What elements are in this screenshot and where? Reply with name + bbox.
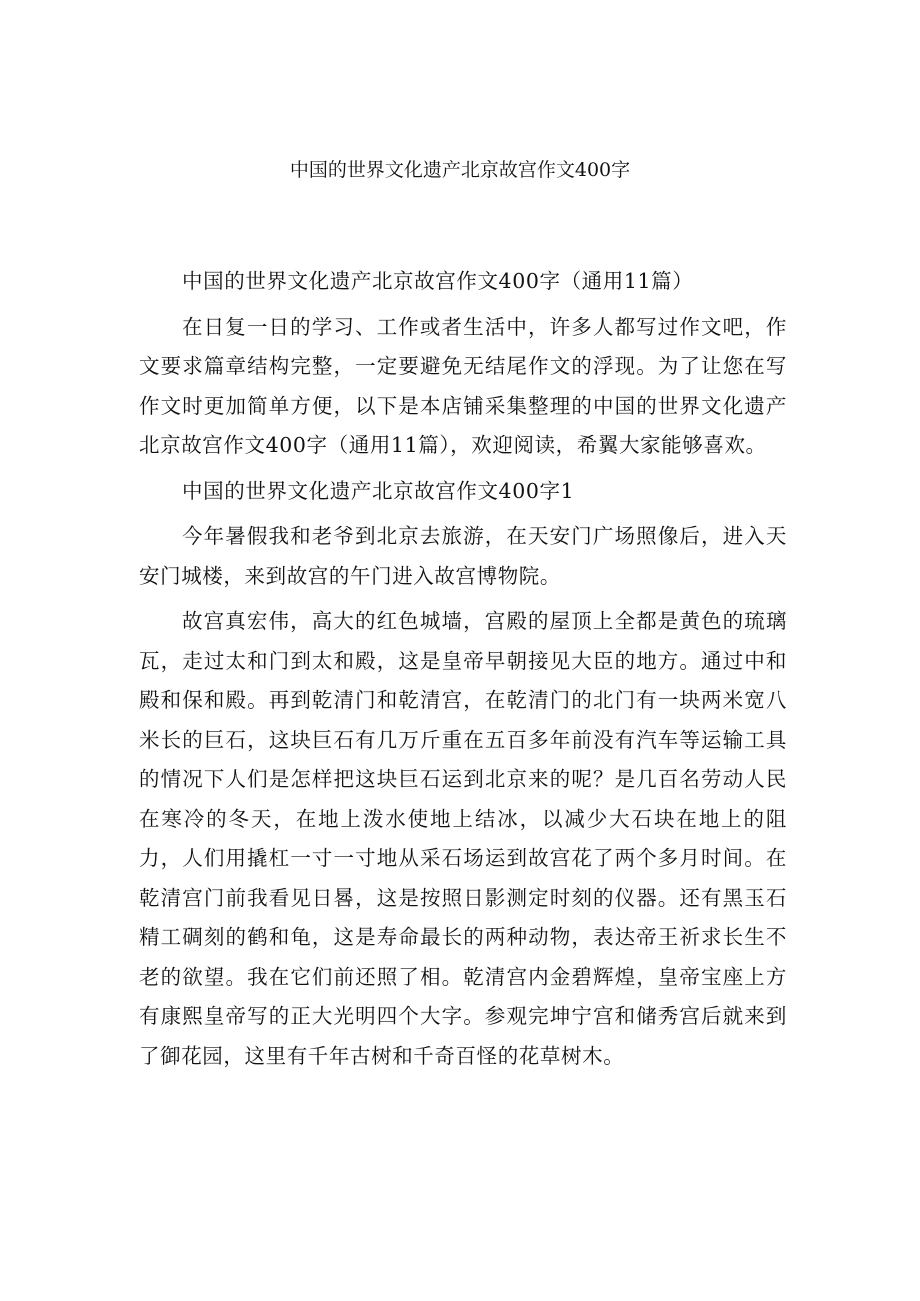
intro-paragraph: 在日复一日的学习、工作或者生活中，许多人都写过作文吧，作文要求篇章结构完整，一定要避免无结尾作文的浮现。为了让您在写作文时更加简单方便，以下是本店铺采集整理的中国的世界文化遗产北京故宫作文400字（通用11篇），欢迎阅读，希翼大家能够喜欢。 (139, 314, 787, 457)
subtitle-paragraph: 中国的世界文化遗产北京故宫作文400字（通用11篇） (182, 269, 694, 293)
section-heading: 中国的世界文化遗产北京故宫作文400字1 (182, 478, 575, 503)
body-paragraph: 今年暑假我和老爷到北京去旅游，在天安门广场照像后，进入天安门城楼，来到故宫的午门进入故宫博物院。 (139, 524, 787, 588)
body-paragraph: 故宫真宏伟，高大的红色城墙，宫殿的屋顶上全都是黄色的琉璃瓦，走过太和门到太和殿，这是皇帝早朝接见大臣的地方。通过中和殿和保和殿。再到乾清门和乾清宫，在乾清门的北门有一块两米宽八米长的巨石，这块巨石有几万斤重在五百多年前没有汽车等运输工具的情况下人们是怎样把这块巨石运到北京来的呢？是几百名劳动人民在寒冷的冬天，在地上泼水使地上结冰，以减少大石块在地上的阻力，人们用撬杠一寸一寸地从采石场运到故宫花了两个多月时间。在乾清宫门前我看见日晷，这是按照日影测定时刻的仪器。还有黑玉石精工碉刻的鹤和龟，这是寿命最长的两种动物，表达帝王祈求长生不老的欲望。我在它们前还照了相。乾清宫内金碧辉煌，皇帝宝座上方有康熙皇帝写的正大光明四个大字。参观完坤宁宫和储秀宫后就来到了御花园，这里有千年古树和千奇百怪的花草树木。 (139, 609, 787, 1068)
document-title: 中国的世界文化遗产北京故宫作文400字 (289, 159, 631, 181)
document-body (139, 262, 787, 1082)
